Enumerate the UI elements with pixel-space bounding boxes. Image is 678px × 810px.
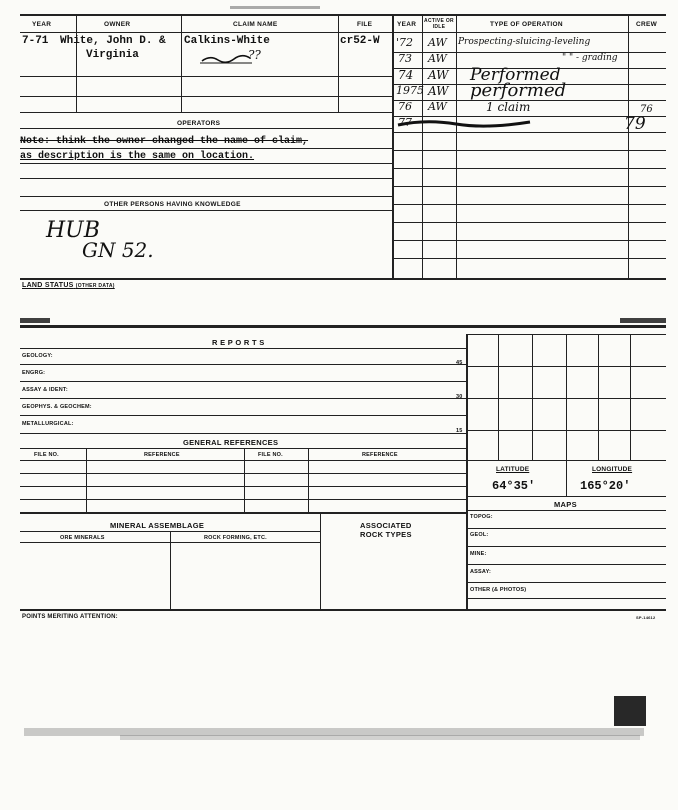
report-scale-15: 15 xyxy=(456,428,463,434)
header-claim-name: CLAIM NAME xyxy=(233,21,278,28)
record-file: cr52-W xyxy=(340,35,380,47)
reports-heading: R E P O R T S xyxy=(212,338,265,347)
activity-type-4: 1 claim xyxy=(486,100,531,114)
associated-label-line1: ASSOCIATED xyxy=(360,521,412,530)
operators-note-line2: as description is the same on location. xyxy=(20,151,255,162)
record-claim-line1: Calkins-White xyxy=(184,35,270,47)
scan-artifact-block xyxy=(614,696,646,726)
record-claim-line2: ?? xyxy=(248,48,261,62)
activity-status-0: AW xyxy=(428,36,447,49)
maps-row-assay: ASSAY: xyxy=(470,569,492,575)
scan-artifact-left xyxy=(20,318,50,323)
header-active-idle: ACTIVE OR IDLE xyxy=(424,18,454,30)
mineral-assemblage-heading: MINERAL ASSEMBLAGE xyxy=(110,521,205,530)
form-number: SP-14612 xyxy=(636,615,656,620)
activity-year-4: 76 xyxy=(398,100,412,113)
report-scale-45: 45 xyxy=(456,360,463,366)
genref-col-reference-2: REFERENCE xyxy=(362,452,398,458)
genref-col-file-no-2: FILE NO. xyxy=(258,452,283,458)
activity-year-3: 1975 xyxy=(396,84,424,97)
operators-heading: OPERATORS xyxy=(177,120,221,127)
activity-status-1: AW xyxy=(428,52,447,65)
maps-row-mine: MINE: xyxy=(470,551,487,557)
genref-col-file-no-1: FILE NO. xyxy=(34,452,59,458)
activity-type-0: Prospecting-sluicing-leveling xyxy=(458,37,591,47)
genref-col-reference-1: REFERENCE xyxy=(144,452,180,458)
report-row-geology: GEOLOGY: xyxy=(22,353,53,359)
header-crew: CREW xyxy=(636,21,658,28)
land-status-sub: (OTHER DATA) xyxy=(75,283,115,289)
report-row-geophys: GEOPHYS. & GEOCHEM: xyxy=(22,404,92,410)
report-row-metallurgical: METALLURGICAL: xyxy=(22,421,74,427)
header-year: YEAR xyxy=(32,21,52,28)
longitude-value: 165°20' xyxy=(580,479,631,493)
scan-artifact-band xyxy=(120,735,640,740)
associated-label-line2: ROCK TYPES xyxy=(360,530,412,539)
report-row-engrg: ENGRG: xyxy=(22,370,46,376)
activity-year-1: 73 xyxy=(398,52,412,65)
activity-type-3: performed xyxy=(470,80,567,101)
activity-status-4: AW xyxy=(428,100,447,113)
activity-status-2: AW xyxy=(428,68,449,82)
activity-type-2: Performed xyxy=(470,65,561,85)
activity-status-3: AW xyxy=(428,84,449,98)
other-persons-hand-line1: HUB xyxy=(46,218,100,243)
land-status-text: LAND STATUS xyxy=(22,282,74,289)
scan-artifact-top xyxy=(230,6,320,9)
report-scale-30: 30 xyxy=(456,394,463,400)
operators-note-line1: Note: think the owner changed the name of claim, xyxy=(20,136,309,147)
latitude-value: 64°35' xyxy=(492,479,536,493)
maps-row-other: OTHER (& PHOTOS) xyxy=(470,587,527,593)
other-persons-hand-line2: GN 52. xyxy=(82,238,154,262)
header-year-2: YEAR xyxy=(397,21,417,28)
report-row-assay: ASSAY & IDENT: xyxy=(22,387,68,393)
latitude-label: LATITUDE xyxy=(496,466,530,473)
maps-row-topog: TOPOG: xyxy=(470,514,493,520)
record-owner-line2: Virginia xyxy=(86,49,139,61)
record-owner-line1: White, John D. & xyxy=(60,35,166,47)
header-owner: OWNER xyxy=(104,21,131,28)
scan-artifact-right xyxy=(620,318,666,323)
activity-crew-4: 76 xyxy=(640,104,653,115)
activity-year-0: '72 xyxy=(396,36,414,49)
activity-year-2: 74 xyxy=(398,68,414,82)
record-year: 7-71 xyxy=(22,35,49,47)
header-type-of-operation: TYPE OF OPERATION xyxy=(490,21,563,28)
land-status-label xyxy=(22,282,115,289)
longitude-label: LONGITUDE xyxy=(592,466,633,473)
activity-year-5: 77 xyxy=(398,116,412,129)
activity-strikeout-5 xyxy=(396,116,532,135)
general-references-heading: GENERAL REFERENCES xyxy=(183,438,279,447)
activity-crew-5: 79 xyxy=(624,114,646,134)
record-claim-scribble xyxy=(200,52,252,70)
ore-minerals-label: ORE MINERALS xyxy=(60,535,105,541)
header-file: FILE xyxy=(357,21,373,28)
rock-forming-label: ROCK FORMING, ETC. xyxy=(204,535,267,541)
maps-row-geol: GEOL: xyxy=(470,532,489,538)
points-meriting-attention: POINTS MERITING ATTENTION: xyxy=(22,614,118,620)
other-persons-heading: OTHER PERSONS HAVING KNOWLEDGE xyxy=(104,201,241,208)
maps-heading: MAPS xyxy=(554,500,577,509)
activity-type-1: " " - grading xyxy=(562,53,618,63)
